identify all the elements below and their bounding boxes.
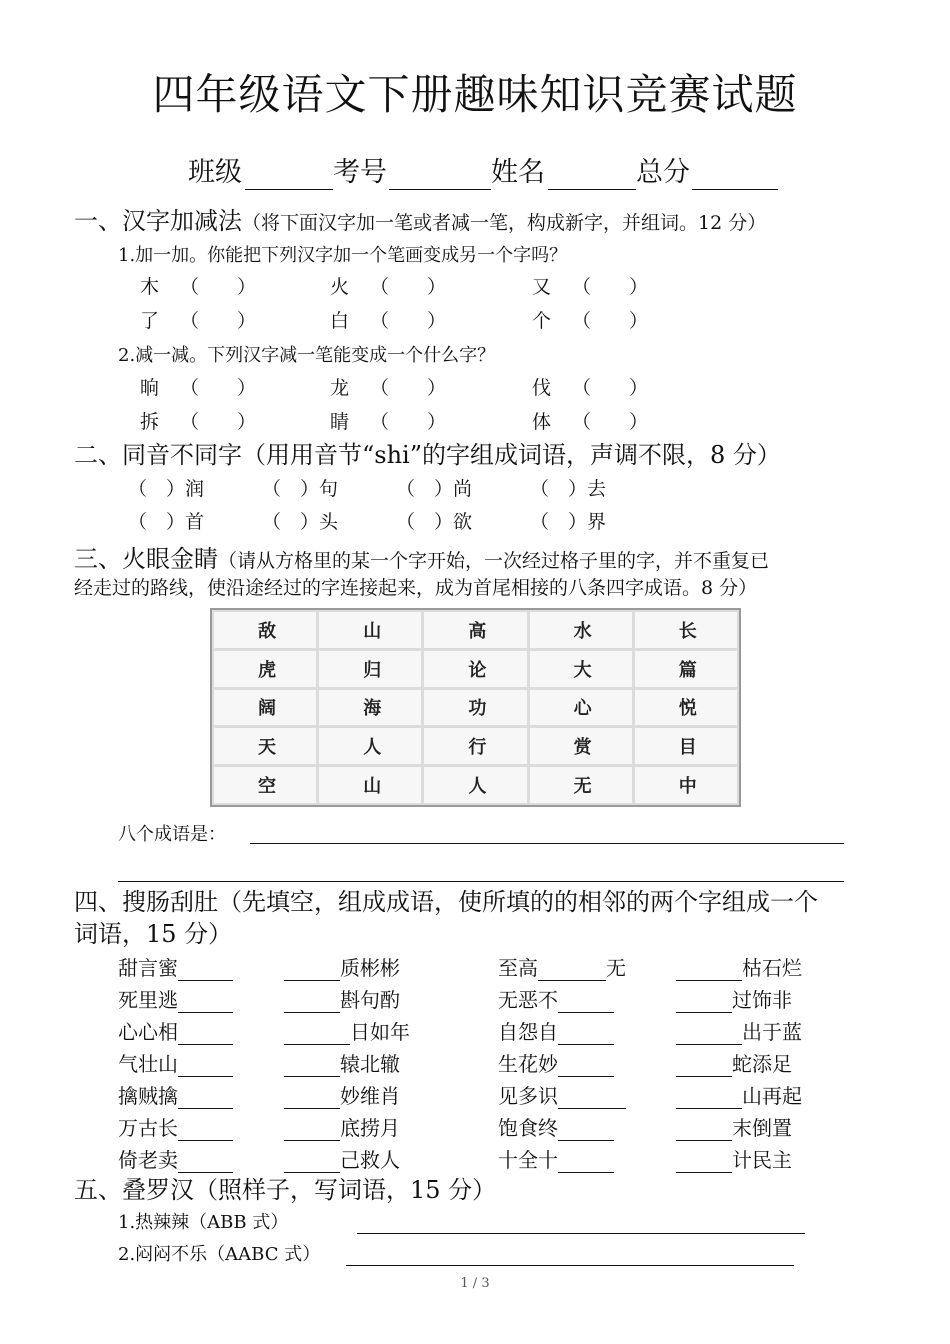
answer-paren[interactable]: （ ） bbox=[572, 377, 649, 399]
idiom-blank[interactable] bbox=[284, 979, 340, 981]
idiom-blank[interactable] bbox=[558, 1139, 614, 1141]
idiom-item: 山再起 bbox=[676, 1080, 802, 1109]
homophone-item[interactable]: （ ）欲 bbox=[396, 511, 473, 533]
idiom-item: 生花妙 bbox=[498, 1048, 614, 1077]
char-cell: 了 bbox=[140, 310, 160, 332]
char-cell: 又 bbox=[532, 276, 552, 298]
idiom-item: 枯石烂 bbox=[676, 952, 802, 981]
answer-paren[interactable]: （ ） bbox=[180, 377, 257, 399]
idiom-item: 过饰非 bbox=[676, 984, 792, 1013]
idiom-blank[interactable] bbox=[676, 1011, 732, 1013]
section-3-note: （请从方格里的某一个字开始，一次经过格子里的字，并不重复已 bbox=[218, 550, 770, 572]
idioms-answer-line-1[interactable] bbox=[250, 843, 844, 844]
grid-cell[interactable]: 人 bbox=[319, 728, 421, 764]
section-4-heading: 四、搜肠刮肚（先填空，组成成语，使所填的的相邻的两个字组成一个 bbox=[74, 888, 818, 916]
idiom-item: 日如年 bbox=[284, 1016, 410, 1045]
grid-cell[interactable]: 虎 bbox=[214, 651, 316, 687]
homophone-item[interactable]: （ ）首 bbox=[128, 511, 205, 533]
idiom-item: 底捞月 bbox=[284, 1112, 400, 1141]
total-label: 总分 bbox=[636, 157, 690, 188]
idiom-item: 出于蓝 bbox=[676, 1016, 802, 1045]
grid-cell[interactable]: 功 bbox=[424, 690, 526, 726]
idiom-item: 见多识 bbox=[498, 1080, 626, 1109]
section-3-note-cont: 经走过的路线，使沿途经过的字连接起来，成为首尾相接的八条四字成语。8 分） bbox=[74, 577, 758, 599]
char-cell: 个 bbox=[532, 310, 552, 332]
homophone-item[interactable]: （ ）界 bbox=[530, 511, 607, 533]
idiom-item: 无恶不 bbox=[498, 984, 614, 1013]
idiom-blank[interactable] bbox=[284, 1139, 340, 1141]
idiom-item: 倚老卖 bbox=[118, 1144, 233, 1173]
idioms-answer-label: 八个成语是： bbox=[118, 824, 226, 845]
section-4-heading-cont: 词语，15 分） bbox=[74, 920, 233, 948]
grid-cell[interactable]: 目 bbox=[635, 728, 737, 764]
idiom-item: 至高 无 bbox=[498, 956, 626, 980]
char-cell: 龙 bbox=[330, 377, 350, 399]
char-cell: 伐 bbox=[532, 377, 552, 399]
class-label: 班级 bbox=[188, 157, 242, 188]
section-1-note: （将下面汉字加一笔或者减一笔，构成新字，并组词。12 分） bbox=[242, 212, 767, 234]
char-cell: 晌 bbox=[140, 377, 160, 399]
idiom-item: 甜言蜜 bbox=[118, 952, 233, 981]
char-cell: 体 bbox=[532, 411, 552, 433]
answer-paren[interactable]: （ ） bbox=[180, 276, 257, 298]
idiom-blank[interactable] bbox=[676, 1107, 742, 1109]
page-title: 四年级语文下册趣味知识竞赛试题 bbox=[152, 70, 798, 119]
exam-no-field[interactable] bbox=[389, 189, 491, 190]
idiom-blank[interactable] bbox=[558, 1075, 614, 1077]
idiom-item: 万古长 bbox=[118, 1112, 233, 1141]
idiom-blank[interactable] bbox=[178, 1075, 233, 1077]
grid-cell[interactable]: 敌 bbox=[214, 612, 316, 648]
idiom-blank[interactable] bbox=[558, 1043, 614, 1045]
grid-cell[interactable]: 行 bbox=[424, 728, 526, 764]
grid-cell[interactable]: 水 bbox=[530, 612, 632, 648]
grid-cell[interactable]: 海 bbox=[319, 690, 421, 726]
grid-cell[interactable]: 长 bbox=[635, 612, 737, 648]
idiom-blank[interactable] bbox=[676, 1075, 732, 1077]
grid-cell[interactable]: 悦 bbox=[635, 690, 737, 726]
grid-cell[interactable]: 大 bbox=[530, 651, 632, 687]
idiom-blank[interactable] bbox=[284, 1075, 340, 1077]
homophone-item[interactable]: （ ）去 bbox=[530, 478, 607, 500]
answer-paren[interactable]: （ ） bbox=[370, 411, 447, 433]
idiom-item: 气壮山 bbox=[118, 1048, 233, 1077]
answer-paren[interactable]: （ ） bbox=[180, 411, 257, 433]
idiom-blank[interactable] bbox=[178, 979, 233, 981]
idiom-item: 蛇添足 bbox=[676, 1048, 792, 1077]
homophone-item[interactable]: （ ）尚 bbox=[396, 478, 473, 500]
idiom-item: 自怨自 bbox=[498, 1016, 614, 1045]
section-1-part-1: 1.加一加。你能把下列汉字加一个笔画变成另一个字吗？ bbox=[118, 245, 568, 266]
homophone-item[interactable]: （ ）润 bbox=[128, 478, 205, 500]
section-1-part-2: 2.减一减。下列汉字减一笔能变成一个什么字？ bbox=[118, 345, 496, 366]
answer-paren[interactable]: （ ） bbox=[370, 377, 447, 399]
grid-cell[interactable]: 心 bbox=[530, 690, 632, 726]
grid-cell[interactable]: 人 bbox=[424, 767, 526, 803]
idiom-item: 死里逃 bbox=[118, 984, 233, 1013]
idiom-item: 心心相 bbox=[118, 1016, 233, 1045]
idiom-item: 计民主 bbox=[676, 1144, 792, 1173]
char-cell: 睛 bbox=[330, 411, 350, 433]
grid-cell[interactable]: 空 bbox=[214, 767, 316, 803]
homophone-item[interactable]: （ ）头 bbox=[262, 511, 339, 533]
answer-paren[interactable]: （ ） bbox=[572, 276, 649, 298]
idiom-blank[interactable] bbox=[284, 1107, 340, 1109]
idiom-blank[interactable] bbox=[676, 1043, 742, 1045]
grid-cell[interactable]: 论 bbox=[424, 651, 526, 687]
name-field[interactable] bbox=[548, 189, 636, 190]
idiom-blank[interactable] bbox=[178, 1139, 233, 1141]
section-5-heading: 五、叠罗汉（照样子，写词语，15 分） bbox=[74, 1176, 497, 1204]
total-field[interactable] bbox=[692, 189, 778, 190]
idiom-blank[interactable] bbox=[178, 1043, 233, 1045]
grid-cell[interactable]: 无 bbox=[530, 767, 632, 803]
idiom-item: 斟句酌 bbox=[284, 984, 400, 1013]
grid-cell[interactable]: 赏 bbox=[530, 728, 632, 764]
answer-paren[interactable]: （ ） bbox=[370, 310, 447, 332]
page-number: 1 / 3 bbox=[460, 1276, 490, 1291]
exam-no-label: 考号 bbox=[333, 157, 387, 188]
idiom-blank[interactable] bbox=[538, 979, 606, 981]
class-field[interactable] bbox=[245, 189, 333, 190]
answer-paren[interactable]: （ ） bbox=[572, 411, 649, 433]
idiom-blank[interactable] bbox=[558, 1107, 626, 1109]
idiom-item: 十全十 bbox=[498, 1144, 614, 1173]
idiom-item: 辕北辙 bbox=[284, 1048, 400, 1077]
grid-cell[interactable]: 中 bbox=[635, 767, 737, 803]
idiom-item: 己救人 bbox=[284, 1144, 400, 1173]
character-grid bbox=[210, 608, 741, 807]
section-5-part-2: 2.闷闷不乐（AABC 式） bbox=[118, 1244, 321, 1265]
idiom-blank[interactable] bbox=[178, 1011, 233, 1013]
idiom-blank[interactable] bbox=[676, 979, 742, 981]
answer-paren[interactable]: （ ） bbox=[180, 310, 257, 332]
grid-cell[interactable]: 阔 bbox=[214, 690, 316, 726]
idiom-item: 饱食终 bbox=[498, 1112, 614, 1141]
grid-cell[interactable]: 归 bbox=[319, 651, 421, 687]
char-cell: 拆 bbox=[140, 411, 160, 433]
char-cell: 火 bbox=[330, 276, 350, 298]
idiom-blank[interactable] bbox=[558, 1011, 614, 1013]
idiom-blank[interactable] bbox=[558, 1171, 614, 1173]
grid-cell[interactable]: 天 bbox=[214, 728, 316, 764]
grid-cell[interactable]: 篇 bbox=[635, 651, 737, 687]
aabc-answer-line[interactable] bbox=[346, 1265, 794, 1266]
section-5-part-1: 1.热辣辣（ABB 式） bbox=[118, 1212, 289, 1233]
grid-cell[interactable]: 山 bbox=[319, 767, 421, 803]
section-1-heading: 一、汉字加减法（将下面汉字加一笔或者减一笔，构成新字，并组词。12 分） bbox=[74, 207, 767, 235]
idiom-item: 擒贼擒 bbox=[118, 1080, 233, 1109]
idiom-blank[interactable] bbox=[676, 1139, 732, 1141]
homophone-item[interactable]: （ ）句 bbox=[262, 478, 339, 500]
idiom-item: 妙维肖 bbox=[284, 1080, 400, 1109]
abb-answer-line[interactable] bbox=[357, 1233, 805, 1234]
answer-paren[interactable]: （ ） bbox=[370, 276, 447, 298]
grid-cell[interactable]: 山 bbox=[319, 612, 421, 648]
char-cell: 白 bbox=[330, 310, 350, 332]
grid-cell[interactable]: 高 bbox=[424, 612, 526, 648]
idiom-blank[interactable] bbox=[676, 1171, 732, 1173]
section-2-heading: 二、同音不同字（用用音节“shi”的字组成词语，声调不限，8 分） bbox=[74, 441, 781, 469]
idiom-item: 质彬彬 bbox=[284, 952, 400, 981]
name-label: 姓名 bbox=[491, 157, 545, 188]
idiom-blank[interactable] bbox=[284, 1043, 350, 1045]
idiom-blank[interactable] bbox=[284, 1011, 340, 1013]
idiom-item: 末倒置 bbox=[676, 1112, 792, 1141]
idiom-blank[interactable] bbox=[178, 1107, 233, 1109]
answer-paren[interactable]: （ ） bbox=[572, 310, 649, 332]
char-cell: 木 bbox=[140, 276, 160, 298]
section-3-heading: 三、火眼金睛（请从方格里的某一个字开始，一次经过格子里的字，并不重复已 bbox=[74, 545, 770, 573]
